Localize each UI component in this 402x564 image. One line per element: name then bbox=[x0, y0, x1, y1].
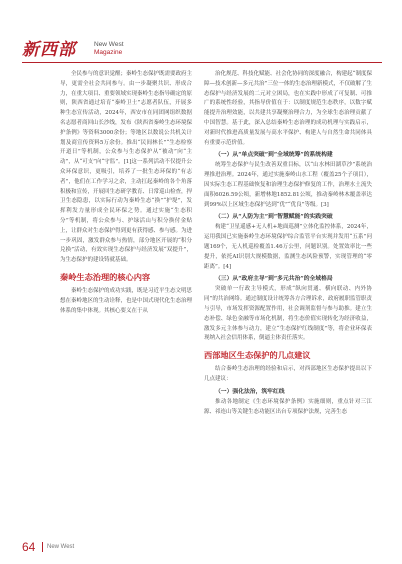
page-header bbox=[22, 40, 382, 64]
page-number: 64 bbox=[22, 540, 36, 554]
subsection-1-title: （一）从“单点突破”到“全域统筹”的系统构建 bbox=[215, 152, 333, 159]
logo-en-line2: Magazine bbox=[94, 49, 123, 56]
section-title-suggestions: 西部地区生态保护的几点建议 bbox=[204, 351, 311, 361]
right-paragraph-3: 构建“卫星遥感+无人机+地面巡测”立体化监控体系，2024年，运用我国已实施秦岭生态环境保护综合监管平台实现并发用“五系”问题169个，无人机巡检覆盖1.46万公里，问题识别。处置效率比一些提升，依托AI识别大规模数据，监测生态风险预警，实现管理的“零距离”。[4] bbox=[204, 224, 372, 270]
subsection-2-title: （二）从“人防为主”到“智慧赋能”的实践突破 bbox=[215, 214, 333, 221]
right-column bbox=[204, 70, 372, 417]
logo-en-line1: New West bbox=[94, 41, 124, 48]
magazine-logo-english bbox=[94, 41, 124, 57]
subsection-3-title: （三）从“政府主导”到“多元共治”的全域格局 bbox=[215, 276, 333, 283]
left-paragraph-1: 全民参与的意识觉醒；秦岭生态保护既需要政府主导，更需全社会共同参与。由一步凝聚共识、形成合力，在重大项目、重要领域实现秦岭生态指导确定的原则，陕西省通过培育“秦岭卫士”志愿者队伍，开展多种生态宣传活动，2024年，西安市在同团网组织数据名志愿者商回山长沙线，发布《陕西省秦岭生态环境保护条例》等资料3000余份；等地区以数说公共机关计划及商宣传资料5万余份。推出“民间林长”“生态检察开道日”等机制，公众参与生态保护从“被动”向“主动”，从“可支”向“守监”。[1]这一系列活动不仅提升公众环保意识，更吸引，培养了一批生态环保的“有志者”，他们在工作学习之余，主动扛起秦岭的各个角落积极和宣传，开展回生态研学教育、日常巡山检查，捍卫生态隐患，以实际行动为秦岭生态“换”“护堤”，发挥利发力量形成全民环保之势。通过实施“生态积分”等机制，将公众参与、护绿活山与积分换付金贴上，让群众对生态保护得到更有获得感、参与感。为进一步巩固，激发群众参与热情，部分地区开展的“积分兑换”活动，有效实现生态保护与经济发展“双提升”，为生态保护的建设铸就基础。 bbox=[60, 71, 193, 264]
section-title-core: 秦岭生态治理的核心内容 bbox=[60, 272, 151, 282]
left-column bbox=[60, 70, 192, 316]
magazine-logo: 新西部 bbox=[22, 40, 76, 60]
right-paragraph-6: 推动各地制定《生态环境保护条例》实施细则，重点针对三江源、祁连山等关键生态功能区出台专项保护法规，完善生态 bbox=[204, 398, 372, 415]
right-paragraph-2: 统筹生态保护与民生改善双重目标，以“山水林田湖草沙”系统治理推进治理。2024年，通过实施秦岭山水工程（覆盖25个子项目），因实际生态工程基础恢复和治理生态保护修复的工作，治理水土流失面积6026.59公顷，新增林地1852.81公顷，推动秦岭林木覆盖率达到99%以上区域生态保护达到“优”“优良”等级。[3] bbox=[204, 162, 372, 208]
header-divider bbox=[22, 62, 382, 63]
left-paragraph-2: 秦岭生态保护的成功实践，既是习近平生态文明思想在秦岭地区的生动诠释，也是中国式现代化生态治理体系的集中体现。其核心要义在于从 bbox=[60, 287, 193, 314]
right-paragraph-1: 治化规范、科技化赋能、社会化协同的深度融合，构建起“制度保障—技术创新—多元共治”三位一体的生态治理新模式，不仅破解了生态保护与经济发展的二元对立困局，也在实践中形成了可复制、可推广的系统性经验，其指导价值在于：以制度规范生态秩序，以数字赋能提升治理效能，以共建共享凝聚治理合力，为全球生态治理贡献了中国智慧。基于此，深入总结秦岭生态治理的成功机理与实践启示，对新时代推进高质量发展与高水平保护、构建人与自然生命共同体具有重要示范价值。 bbox=[204, 71, 372, 146]
footer-magazine-name: New West bbox=[47, 544, 75, 550]
page-footer bbox=[22, 540, 382, 554]
right-paragraph-4: 突破单一行政主导模式，形成“纵向贯通、横向联动、内外协同”的共治网络。通过制度设计统筹各方合理诉求，政府履职监管职责与引导，市场发挥资源配置作用，社会调剂监督与参与助推。建立生态补偿、绿色金融等市场化机制，将生态价值实现转化为经济收益，激发多元主体参与动力，建立“生态保护红线制度”等，将企业环保表现纳入社会信用体系，倒逼主体责任落实。 bbox=[204, 286, 372, 342]
footer-divider bbox=[42, 542, 43, 552]
right-paragraph-5: 结合秦岭生态治理的经验和启示，对西部地区生态保护提出以下几点建议： bbox=[204, 366, 372, 382]
subsection-4-title: （一）强化法治，筑牢红线 bbox=[215, 388, 285, 395]
